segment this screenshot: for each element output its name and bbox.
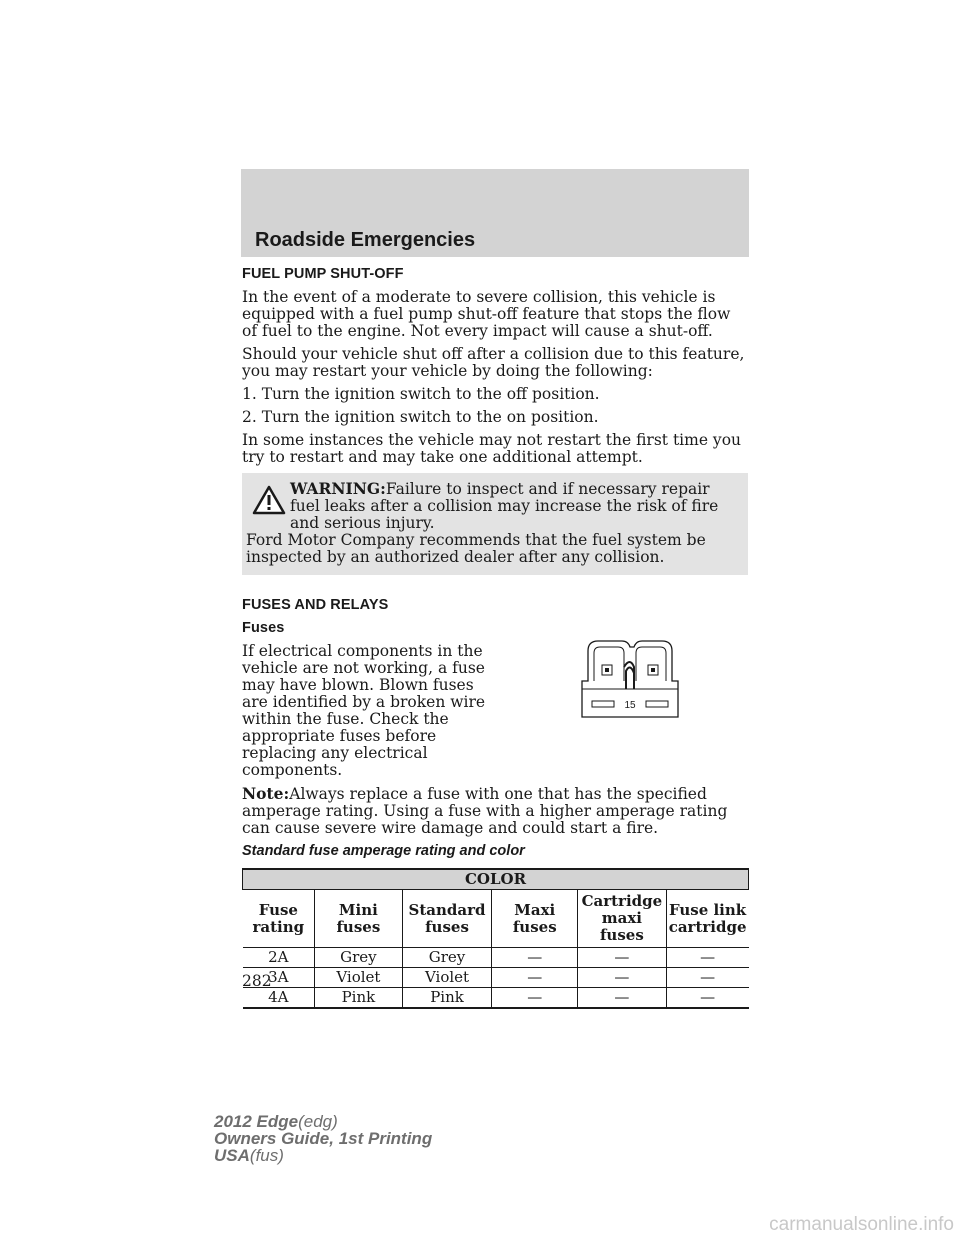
fuse-color-table xyxy=(242,868,749,1009)
table-cell: Pink xyxy=(315,988,402,1009)
footer-guide: Owners Guide, 1st Printing xyxy=(214,1129,433,1148)
restart-step-2: 2. Turn the ignition switch to the on position. xyxy=(242,408,599,426)
table-cell: — xyxy=(578,968,667,988)
column-header-fuse-link-cartridge: Fuse link cartridge xyxy=(666,890,748,948)
column-header-standard-fuses: Standard fuses xyxy=(402,890,492,948)
table-cell: Violet xyxy=(402,968,492,988)
column-header-mini-fuses: Mini fuses xyxy=(315,890,402,948)
table-caption: Standard fuse amperage rating and color xyxy=(242,843,525,859)
footer-region: USA xyxy=(214,1146,250,1165)
section-header-band xyxy=(241,169,749,257)
fuel-pump-paragraph-3: In some instances the vehicle may not restart the first time you try to restart and may take one additional attempt. xyxy=(242,431,742,466)
warning-text-part-1: Failure to inspect and if necessary repair fuel leaks after a collision may increase the risk of fire and serious injury. xyxy=(290,480,719,532)
warning-label: WARNING: xyxy=(290,479,386,498)
page-content xyxy=(242,266,748,1009)
restart-step-1: 1. Turn the ignition switch to the off position. xyxy=(242,385,600,403)
table-cell: 4A xyxy=(243,988,315,1009)
table-cell: — xyxy=(666,948,748,968)
table-cell: — xyxy=(666,968,748,988)
watermark: carmanualsonline.info xyxy=(769,1214,954,1235)
footer-model: 2012 Edge xyxy=(214,1112,299,1131)
table-cell: 3A xyxy=(243,968,315,988)
column-header-maxi-fuses: Maxi fuses xyxy=(492,890,578,948)
fuses-paragraph: If electrical components in the vehicle are not working, a fuse may have blown. Blown fuses are identified by a broken wire within the fuse. Check the appropriate fuses before replacing any electrical components. xyxy=(242,642,486,779)
note-text: Always replace a fuse with one that has the specified amperage rating. Using a fuse with a higher amperage rating can cause severe wire damage and could start a fire. xyxy=(242,785,728,837)
fuses-block xyxy=(242,643,748,779)
fuel-pump-paragraph-2: Should your vehicle shut off after a collision due to this feature, you may restart your vehicle by doing the following: xyxy=(242,345,745,380)
note-label: Note: xyxy=(242,784,290,803)
table-cell: — xyxy=(578,948,667,968)
fuse-illustration xyxy=(578,637,682,723)
fuse-amperage-label: 15 xyxy=(624,700,636,711)
table-cell: — xyxy=(492,988,578,1009)
page-number: 282 xyxy=(242,972,272,990)
warning-text-part-2: Ford Motor Company recommends that the fuel system be inspected by an authorized dealer after any collision. xyxy=(246,531,706,566)
table-row xyxy=(243,988,749,1009)
footer-region-code: (fus) xyxy=(249,1146,284,1165)
note-paragraph xyxy=(242,785,748,837)
table-row xyxy=(243,968,749,988)
warning-text-1 xyxy=(290,480,744,532)
footer-model-code: (edg) xyxy=(298,1112,338,1131)
table-row xyxy=(243,948,749,968)
column-header-cartridge-maxi-fuses: Cartridge maxi fuses xyxy=(578,890,667,948)
section-title: Roadside Emergencies xyxy=(255,229,476,251)
warning-box xyxy=(242,473,748,575)
table-cell: — xyxy=(492,968,578,988)
fuses-relays-heading: FUSES AND RELAYS xyxy=(242,597,389,613)
table-cell: — xyxy=(578,988,667,1009)
fuel-pump-paragraph-1: In the event of a moderate to severe collision, this vehicle is equipped with a fuel pump shut-off feature that stops the flow of fuel to the engine. Not every impact will cause a shut-off. xyxy=(242,288,731,340)
table-cell: Pink xyxy=(402,988,492,1009)
fuel-pump-heading: FUEL PUMP SHUT-OFF xyxy=(242,266,404,282)
table-cell: Violet xyxy=(315,968,402,988)
table-cell: — xyxy=(666,988,748,1009)
table-cell: — xyxy=(492,948,578,968)
document-footer xyxy=(214,1113,432,1164)
table-cell: 2A xyxy=(243,948,315,968)
warning-triangle-icon xyxy=(252,485,286,515)
fuses-subheading: Fuses xyxy=(242,620,285,636)
table-cell: Grey xyxy=(315,948,402,968)
table-cell: Grey xyxy=(402,948,492,968)
column-header-fuse-rating: Fuse rating xyxy=(243,890,315,948)
color-group-header: COLOR xyxy=(243,869,749,890)
